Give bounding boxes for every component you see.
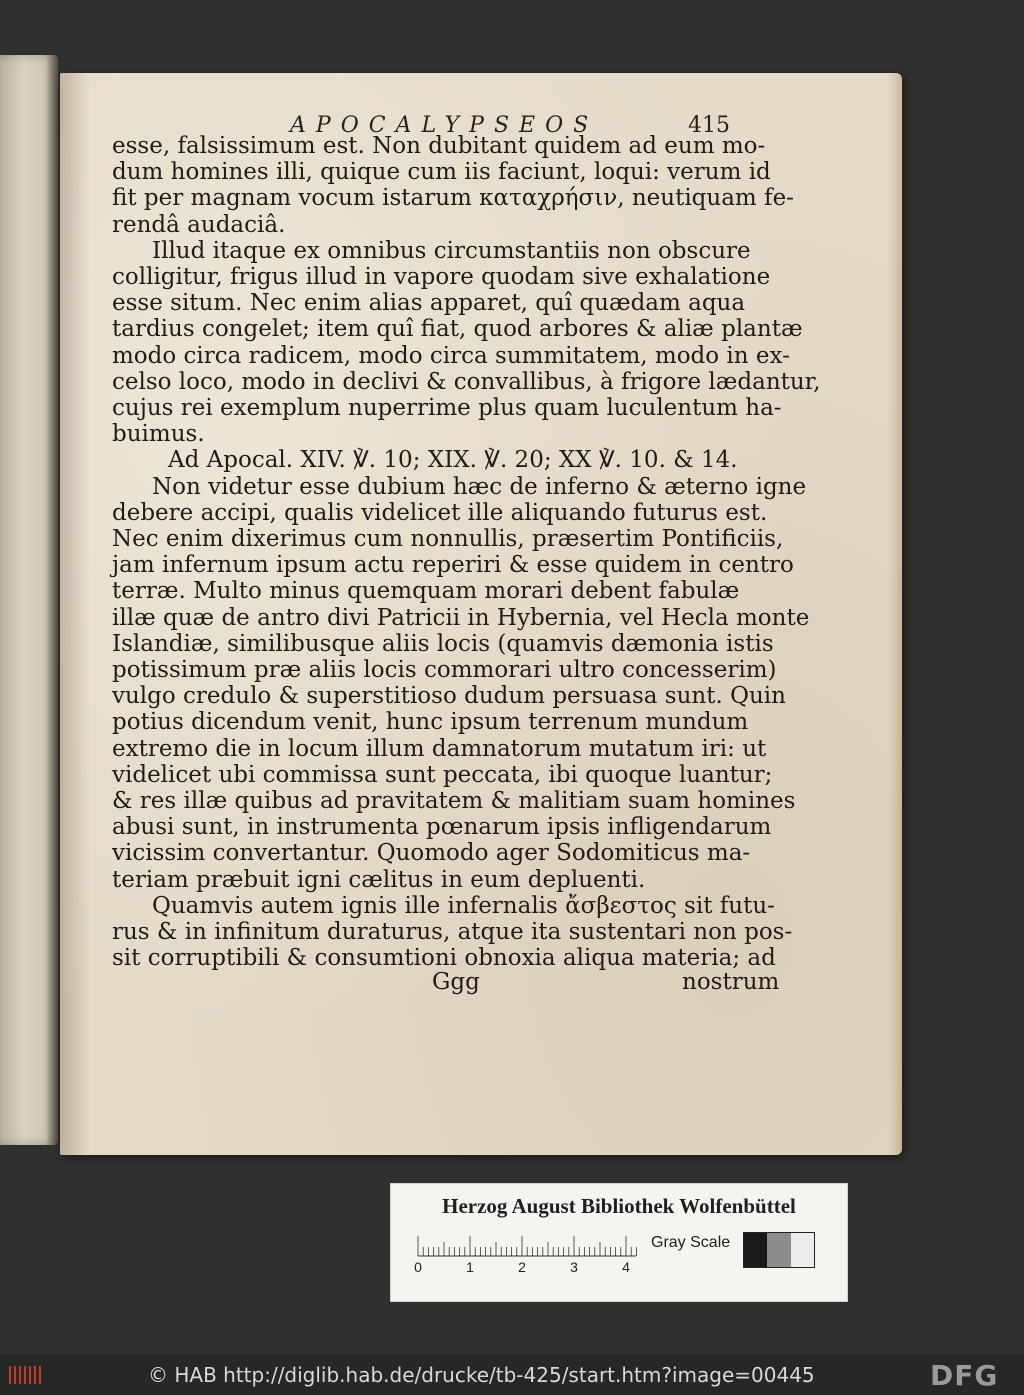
text-line: modo circa radicem, modo circa summitatem, modo in ex-: [112, 342, 790, 369]
text-line: Non videtur esse dubium hæc de inferno & æterno igne: [152, 473, 807, 500]
text-line: dum homines illi, quique cum iis faciunt, loqui: verum id: [112, 159, 771, 186]
text-line: sit corruptibili & consumtioni obnoxia aliqua materia; ad: [112, 945, 776, 972]
text-line: debere accipi, qualis videlicet ille aliquando futurus est.: [112, 499, 768, 526]
signature-mark: Ggg: [432, 969, 480, 995]
text-line: Nec enim dixerimus cum nonnullis, præsertim Pontificiis,: [112, 526, 784, 553]
page-number: 415: [688, 113, 730, 138]
text-line: rus & in infinitum duraturus, atque ita sustentari non pos-: [112, 919, 793, 946]
text-line: esse situm. Nec enim alias apparet, quî quædam aqua: [112, 290, 746, 317]
text-line: Quamvis autem ignis ille infernalis ἄσβεστος sit futu-: [152, 892, 775, 919]
library-name: Herzog August Bibliothek Wolfenbüttel: [442, 1194, 796, 1218]
footer-bar: [0, 1355, 1024, 1395]
text-line: rendâ audaciâ.: [112, 211, 286, 238]
ruler-number: 4: [622, 1259, 630, 1275]
ruler: [416, 1234, 641, 1274]
running-head: APOCALYPSEOS: [290, 113, 599, 138]
ruler-number: 2: [518, 1259, 526, 1275]
text-line: vulgo credulo & superstitioso dudum persuasa sunt. Quin: [112, 683, 786, 710]
text-line: celso loco, modo in declivi & convallibus, à frigore lædantur,: [112, 368, 821, 395]
text-line: Illud itaque ex omnibus circumstantiis non obscure: [152, 237, 751, 264]
previous-page-edge: [0, 55, 58, 1145]
text-line: buimus.: [112, 421, 205, 448]
dfg-logo: DFG: [930, 1359, 999, 1392]
ruler-number: 0: [414, 1259, 422, 1275]
ruler-number: 1: [466, 1259, 474, 1275]
text-line: extremo die in locum illum damnatorum mutatum iri: ut: [112, 735, 767, 762]
section-heading: Ad Apocal. XIV. ℣. 10; XIX. ℣. 20; XX ℣. 10. & 14.: [168, 447, 738, 474]
gray-swatch: [791, 1233, 814, 1267]
gray-swatch: [767, 1233, 790, 1267]
color-calibration-card: [390, 1183, 848, 1302]
text-line: potissimum præ aliis locis commorari ultro concesserim): [112, 657, 777, 684]
catchword: nostrum: [682, 969, 780, 995]
text-line: fit per magnam vocum istarum καταχρήσιν, neutiquam fe-: [112, 185, 794, 212]
text-line: illæ quæ de antro divi Patricii in Hybernia, vel Hecla monte: [112, 604, 810, 631]
copyright-link[interactable]: © HAB http://diglib.hab.de/drucke/tb-425/start.htm?image=00445: [148, 1363, 815, 1387]
gray-swatch: [744, 1233, 767, 1267]
text-line: potius dicendum venit, hunc ipsum terrenum mundum: [112, 709, 749, 736]
text-line: tardius congelet; item quî fiat, quod arbores & aliæ plantæ: [112, 316, 803, 343]
page-text: [112, 133, 821, 972]
text-line: terræ. Multo minus quemquam morari debent fabulæ: [112, 578, 740, 605]
text-line: vicissim convertantur. Quomodo ager Sodomiticus ma-: [112, 840, 751, 867]
text-line: cujus rei exemplum nuperrime plus quam luculentum ha-: [112, 395, 782, 422]
text-line: Islandiæ, similibusque aliis locis (quamvis dæmonia istis: [112, 630, 774, 657]
text-line: jam infernum ipsum actu reperiri & esse quidem in centro: [112, 552, 794, 579]
hab-logo-icon: [8, 1364, 44, 1386]
gray-scale-label: Gray Scale: [651, 1234, 731, 1251]
text-line: colligitur, frigus illud in vapore quodam sive exhalatione: [112, 264, 771, 291]
text-line: & res illæ quibus ad pravitatem & malitiam suam homines: [112, 788, 796, 815]
text-line: abusi sunt, in instrumenta pœnarum ipsis infligendarum: [112, 814, 772, 841]
book-page: [60, 73, 902, 1155]
text-line: teriam præbuit igni cælitus in eum depluenti.: [112, 866, 646, 893]
text-line: esse, falsissimum est. Non dubitant quidem ad eum mo-: [112, 133, 766, 159]
text-line: videlicet ubi commissa sunt peccata, ibi quoque luantur;: [112, 761, 773, 788]
ruler-number: 3: [570, 1259, 578, 1275]
gray-scale-swatches: [743, 1232, 815, 1268]
